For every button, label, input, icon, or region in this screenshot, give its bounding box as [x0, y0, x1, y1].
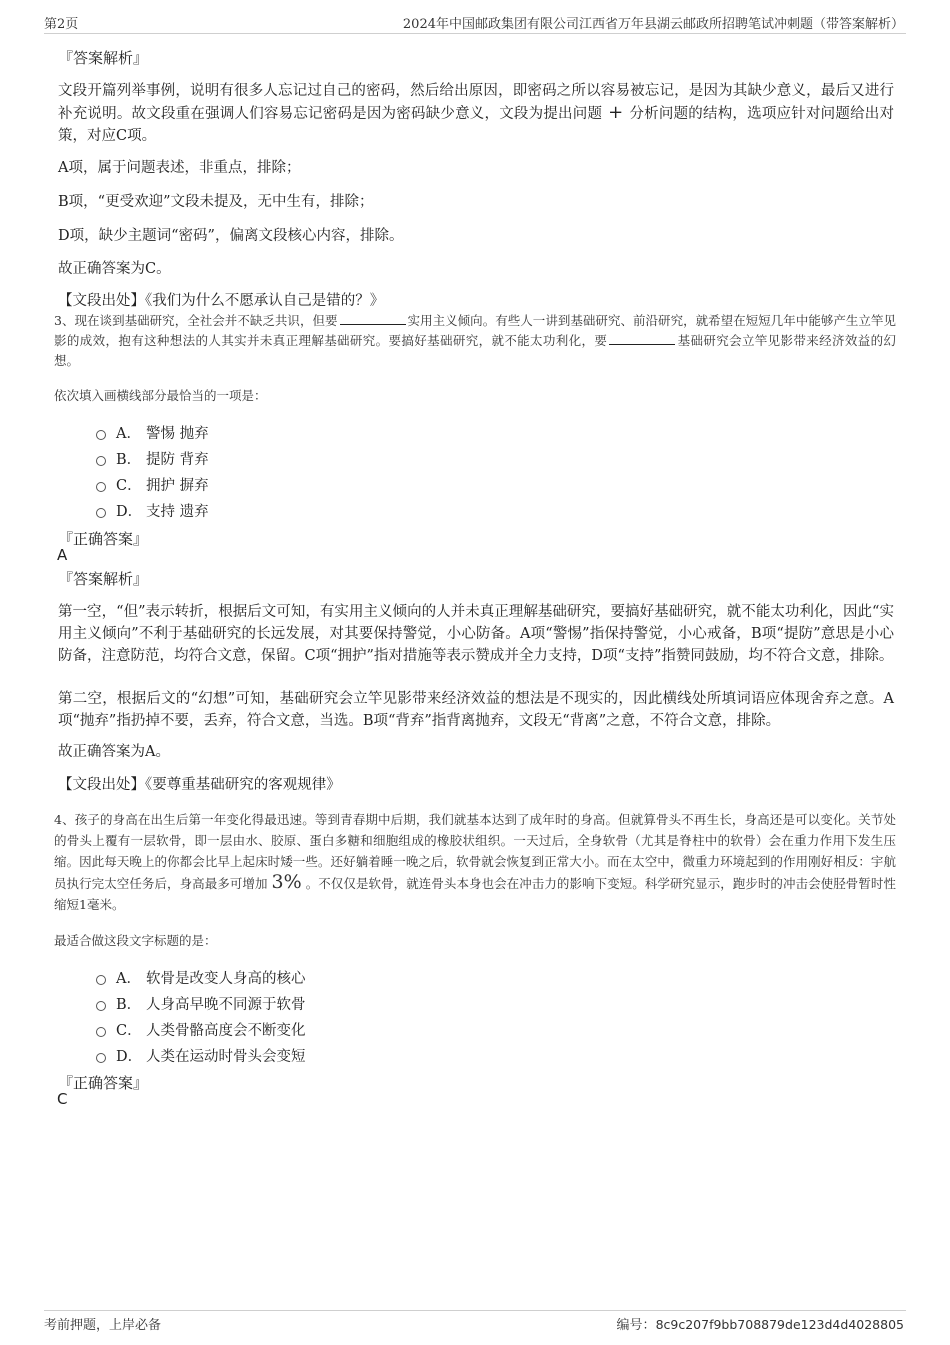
- radio-button-icon[interactable]: [96, 1027, 106, 1037]
- footer-code: [617, 1314, 904, 1333]
- radio-button-icon[interactable]: [96, 508, 106, 518]
- option-letter: C．: [116, 1023, 142, 1039]
- option-text: 支持 遗弃: [146, 504, 209, 520]
- plus-sign: +: [608, 102, 624, 123]
- q4-stem-text-b: 。不仅仅是软骨，就连骨头本身也会在冲击力的影响下变短。科学研究显示，跑步时的冲击会使胫骨暂时性缩短1毫米。: [54, 876, 896, 912]
- fill-blank-1: [340, 312, 406, 325]
- footer-code-value: 8c9c207f9bb708879de123d4d4028805: [655, 1317, 904, 1332]
- q3-analysis-paragraph-1: 第一空，“但”表示转折，根据后文可知，有实用主义倾向的人并未真正理解基础研究，要搞好基础研究，就不能太功利化，因此“实用主义倾向”不利于基础研究的长远发展，对其要保持警觉，小心防备。A项“警惕”指保持警觉，小心戒备，B项“提防”意思是小心防备，注意防范，均符合文意，保留。C项“拥护”指对措施等表示赞成并全力支持，D项“支持”指赞同鼓励，均不符合文意，排除。: [58, 604, 894, 664]
- q3-answer: A: [57, 546, 68, 564]
- radio-button-icon[interactable]: [96, 430, 106, 440]
- option-text: 人类骨骼高度会不断变化: [146, 1023, 306, 1039]
- q4-option-c[interactable]: [96, 1019, 306, 1040]
- option-letter: A．: [116, 971, 141, 987]
- radio-button-icon[interactable]: [96, 482, 106, 492]
- q4-answer-label: 『正确答案』: [58, 1074, 149, 1092]
- q2-analysis-option-d: D项，缺少主题词“密码”，偏离文段核心内容，排除。: [58, 228, 404, 244]
- q2-analysis-option-b: B项，“更受欢迎”文段未提及，无中生有，排除；: [58, 194, 374, 210]
- q4-stem: [54, 809, 896, 915]
- q3-option-c[interactable]: [96, 474, 209, 495]
- option-text: 人类在运动时骨头会变短: [146, 1049, 306, 1065]
- q4-option-b[interactable]: [96, 993, 306, 1014]
- q3-option-b[interactable]: [96, 448, 209, 469]
- option-text: 提防 背弃: [146, 452, 209, 468]
- option-text: 人身高早晚不同源于软骨: [146, 997, 306, 1013]
- q4-option-a[interactable]: [96, 967, 306, 988]
- radio-button-icon[interactable]: [96, 456, 106, 466]
- option-letter: B．: [116, 452, 142, 468]
- q3-stem-text-a: 3、现在谈到基础研究，全社会并不缺乏共识，但要: [54, 313, 338, 328]
- header-divider: [44, 33, 906, 34]
- q2-analysis-text-b: 分析问题的结构，选项应针对问题给出对策，对应C项。: [58, 106, 894, 144]
- q4-prompt: 最适合做这段文字标题的是：: [54, 933, 217, 948]
- q2-analysis-paragraph: [58, 80, 894, 147]
- q3-analysis-label: 『答案解析』: [58, 570, 149, 588]
- option-letter: D．: [116, 1049, 143, 1065]
- option-text: 软骨是改变人身高的核心: [146, 971, 306, 987]
- footer-code-label: 编号：: [616, 1318, 656, 1333]
- q3-analysis-paragraph-2: 第二空，根据后文的“幻想”可知，基础研究会立竿见影带来经济效益的想法是不现实的，因此横线处所填词语应体现舍弃之意。A项“抛弃”指扔掉不要，丢弃，符合文意，当选。B项“背弃”指背离抛弃，文段无“背离”之意，不符合文意，排除。: [58, 691, 894, 729]
- option-letter: B．: [116, 997, 142, 1013]
- q4-answer: C: [57, 1090, 68, 1108]
- radio-button-icon[interactable]: [96, 1053, 106, 1063]
- q3-source: 【文段出处】《要尊重基础研究的客观规律》: [58, 777, 341, 793]
- q3-stem-text-b: 实用主义倾向。有些人一讲到基础研究、前沿研究，就希望在短短几年中能够产生立竿见影的成效，抱有这种想法的人其实并未真正理解基础研究。要搞好基础研究，就不能太功利化，要: [54, 313, 896, 348]
- option-letter: D．: [116, 504, 143, 520]
- option-text: 拥护 摒弃: [146, 478, 209, 494]
- q2-conclusion: 故正确答案为C。: [58, 261, 171, 277]
- radio-button-icon[interactable]: [96, 1001, 106, 1011]
- q3-option-d[interactable]: [96, 500, 209, 521]
- option-letter: C．: [116, 478, 142, 494]
- option-text: 警惕 抛弃: [146, 426, 209, 442]
- fill-blank-2: [609, 332, 675, 345]
- q2-analysis-option-a: A项，属于问题表述，非重点，排除；: [58, 160, 301, 176]
- q4-option-d[interactable]: [96, 1045, 306, 1066]
- percent-value: 3%: [271, 871, 302, 893]
- q2-analysis-text-a: 文段开篇列举事例，说明有很多人忘记过自己的密码，然后给出原因，即密码之所以容易被忘记，是因为其缺少意义，最后又进行补充说明。故文段重在强调人们容易忘记密码是因为密码缺少意义，文段为提出问题: [58, 83, 894, 122]
- q3-conclusion: 故正确答案为A。: [58, 744, 170, 760]
- q3-stem: [54, 311, 896, 371]
- footer-slogan: 考前押题，上岸必备: [44, 1318, 162, 1333]
- q2-source: 【文段出处】《我们为什么不愿承认自己是错的？》: [58, 293, 385, 309]
- q3-answer-label: 『正确答案』: [58, 530, 149, 548]
- q4-stem-text-a: 4、孩子的身高在出生后第一年变化得最迅速。等到青春期中后期，我们就基本达到了成年时的身高。但就算骨头不再生长，身高还是可以变化。关节处的骨头上覆有一层软骨，即一层由水、胶原、蛋白多糖和细胞组成的橡胶状组织。一天过后，全身软骨（尤其是脊柱中的软骨）会在重力作用下发生压缩。因此每天晚上的你都会比早上起床时矮一些。还好躺着睡一晚之后，软骨就会恢复到正常大小。而在太空中，微重力环境起到的作用刚好相反：宇航员执行完太空任务后，身高最多可增加: [54, 812, 896, 891]
- q2-analysis-label: 『答案解析』: [58, 49, 149, 67]
- q3-stem-text-c: 基础研究会立竿见影带来经济效益的幻想。: [54, 333, 896, 368]
- document-title: 2024年中国邮政集团有限公司江西省万年县湖云邮政所招聘笔试冲刺题（带答案解析）: [402, 17, 904, 32]
- page-number: 第2页: [44, 17, 79, 32]
- q3-option-a[interactable]: [96, 422, 209, 443]
- option-letter: A．: [116, 426, 141, 442]
- footer-divider: [44, 1310, 906, 1311]
- q3-prompt: 依次填入画横线部分最恰当的一项是：: [54, 388, 267, 403]
- radio-button-icon[interactable]: [96, 975, 106, 985]
